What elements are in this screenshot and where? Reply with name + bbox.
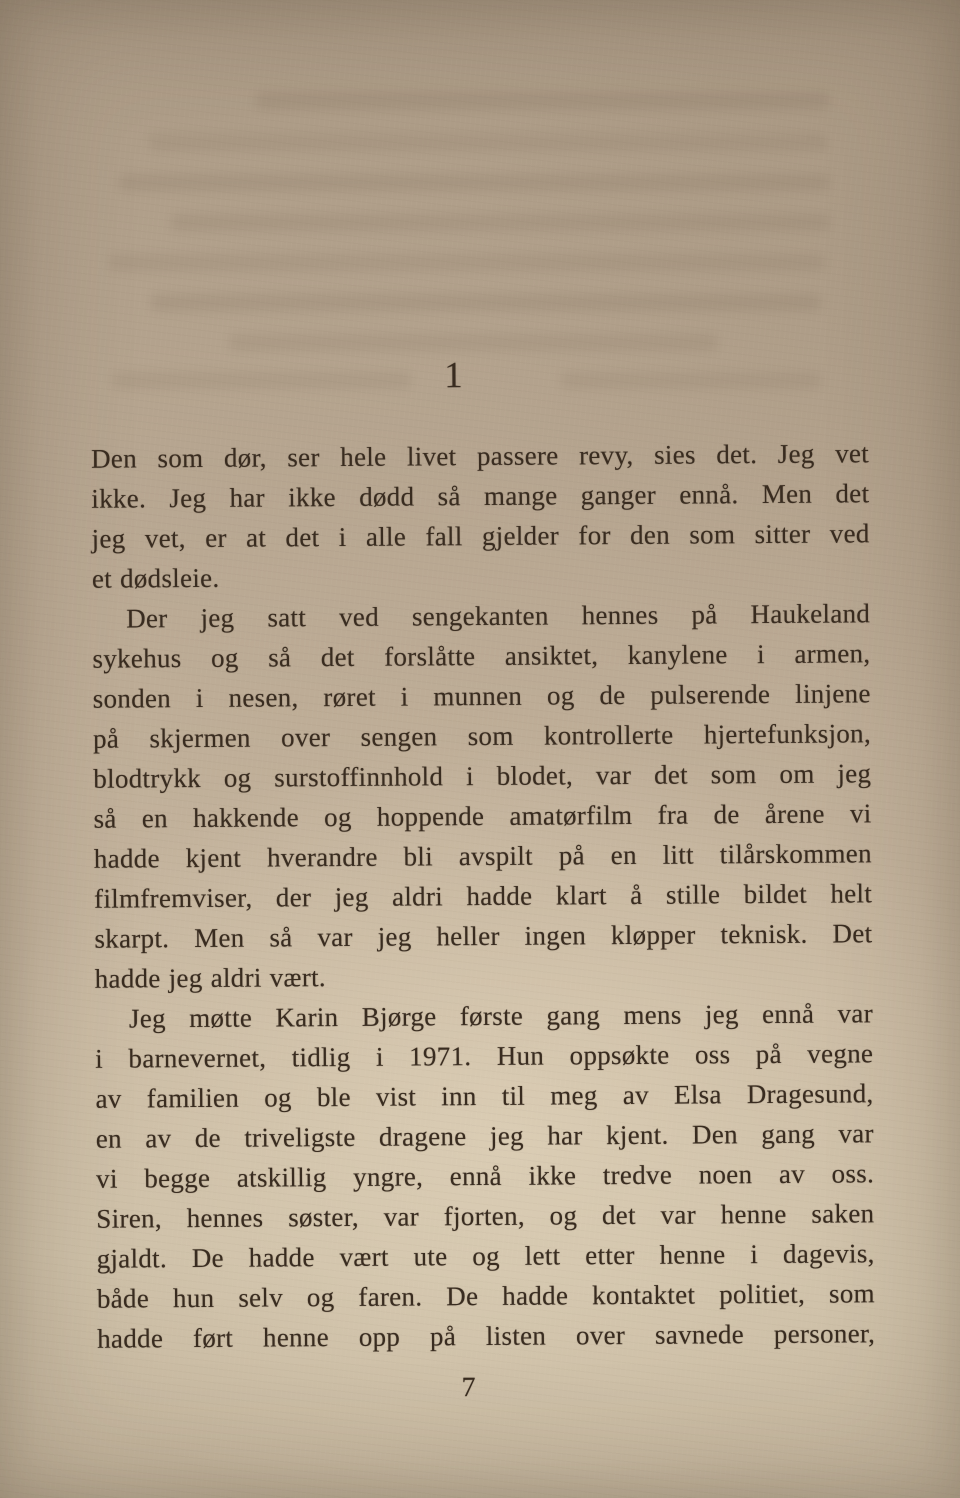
bleed-through-line	[228, 334, 718, 351]
text-line: hadde ført henne opp på listen over savnede personer,	[97, 1318, 876, 1354]
text-line: hadde kjent hverandre bli avspilt på en litt tilårskommen	[93, 838, 872, 874]
text-line: på skjermen over sengen som kontrollerte hjertefunksjon,	[92, 718, 872, 754]
text-line: gjaldt. De hadde vært ute og lett etter henne i dagevis,	[96, 1238, 875, 1274]
text-line: et dødsleie.	[91, 562, 220, 594]
text-line: filmfremviser, der jeg aldri hadde klart å stille bildet helt	[94, 878, 873, 914]
text-line: både hun selv og faren. De hadde kontaktet politiet, som	[96, 1278, 875, 1314]
text-line: skarpt. Men så var jeg heller ingen kløpper teknisk. Det	[94, 918, 873, 954]
text-line: en av de triveligste dragene jeg har kjent. Den gang var	[95, 1118, 874, 1154]
paragraph	[92, 593, 873, 998]
bleed-through-line	[148, 134, 828, 151]
text-line: Jeg møtte Karin Bjørge første gang mens jeg ennå var	[128, 998, 874, 1034]
text-line: så en hakkende og hoppende amatørfilm fra de årene vi	[93, 798, 872, 834]
text-line: vi begge atskillig yngre, ennå ikke tredve noen av oss.	[95, 1158, 875, 1194]
text-line: Siren, hennes søster, var fjorten, og det var henne saken	[96, 1198, 875, 1234]
text-line: ikke. Jeg har ikke dødd så mange ganger ennå. Men det	[91, 478, 870, 514]
text-line: sykehus og så det forslåtte ansiktet, kanylene i armen,	[92, 638, 871, 674]
bleed-through-line	[170, 214, 830, 231]
bleed-through-line	[108, 254, 826, 271]
text-line: i barnevernet, tidlig i 1971. Hun oppsøkte oss på vegne	[95, 1038, 874, 1074]
bleed-through-line	[150, 294, 822, 311]
text-line: Der jeg satt ved sengekanten hennes på Haukeland	[126, 598, 871, 634]
text-line: Den som dør, ser hele livet passere revy, sies det. Jeg vet	[90, 438, 870, 474]
paragraph	[91, 433, 870, 598]
text-line: blodtrykk og surstoffinnhold i blodet, var det som om jeg	[93, 758, 872, 794]
bleed-through-line	[255, 92, 830, 109]
text-line: jeg vet, er at det i alle fall gjelder for den som sitter ved	[91, 518, 870, 554]
printed-area	[90, 349, 875, 1410]
bleed-through-line	[118, 174, 830, 191]
text-block	[91, 433, 875, 1358]
text-line: hadde jeg aldri vært.	[94, 962, 327, 994]
paragraph	[95, 993, 875, 1358]
page-number: 7	[461, 1372, 476, 1404]
chapter-number: 1	[444, 355, 463, 397]
text-line: av familien og ble vist inn til meg av Elsa Dragesund,	[95, 1078, 874, 1114]
text-line: sonden i nesen, røret i munnen og de pulserende linjene	[92, 678, 871, 714]
